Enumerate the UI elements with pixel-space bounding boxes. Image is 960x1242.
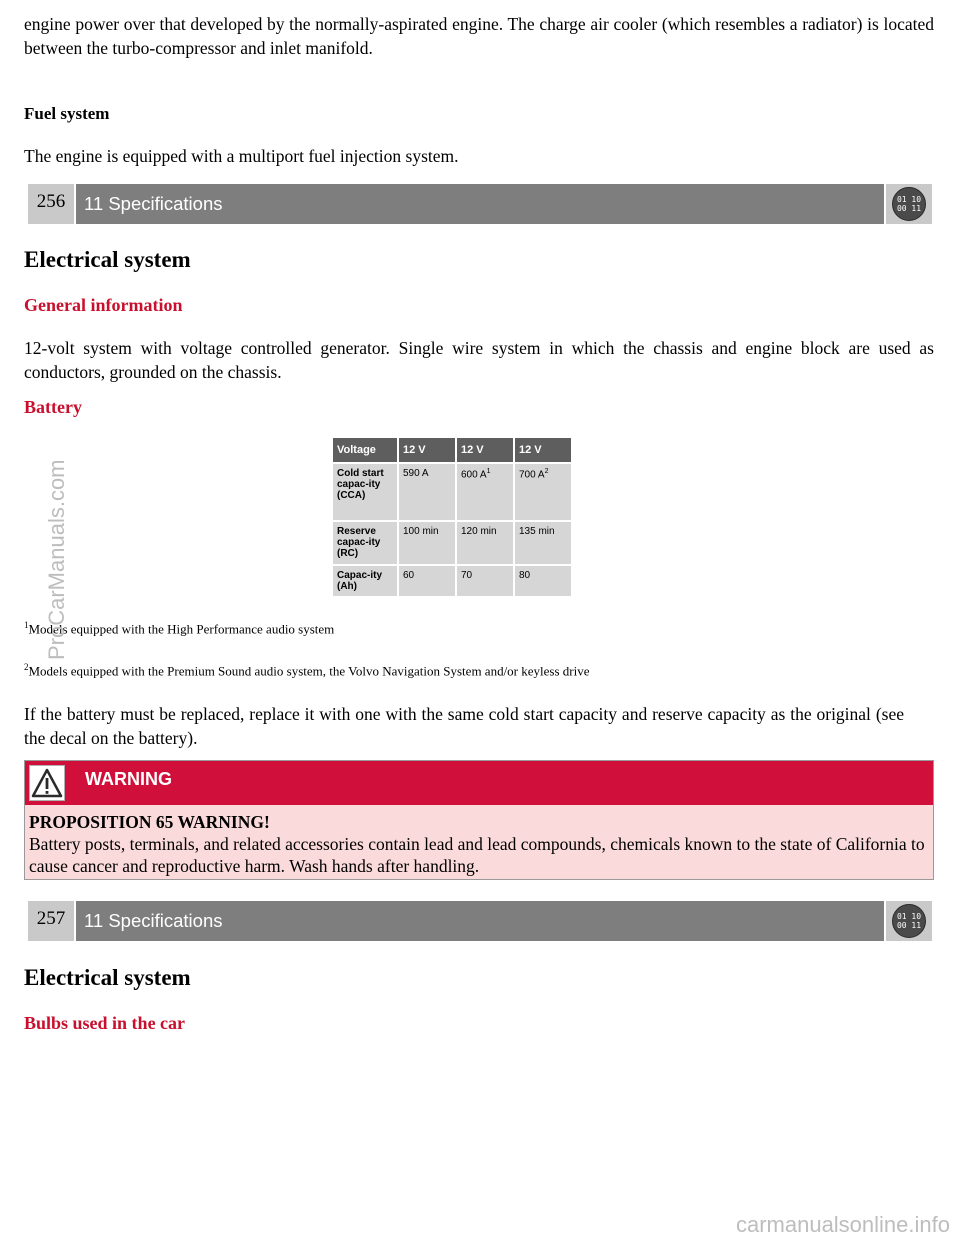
warning-box bbox=[24, 760, 934, 880]
spec-bar-256 bbox=[24, 184, 934, 224]
warning-heading: PROPOSITION 65 WARNING! bbox=[29, 812, 270, 832]
table-row bbox=[333, 462, 571, 520]
table-cell: 70 bbox=[457, 564, 513, 596]
table-cell: 135 min bbox=[515, 520, 571, 564]
watermark-bottom: carmanualsonline.info bbox=[735, 1212, 950, 1237]
table-header-cell: Voltage bbox=[333, 438, 397, 462]
chapter-title: 11 Specifications bbox=[76, 901, 884, 941]
warning-triangle-icon bbox=[29, 765, 65, 801]
section-title-electrical-2: Electrical system bbox=[24, 965, 191, 990]
row-label: Reserve capac-ity (RC) bbox=[333, 520, 397, 564]
watermark-left: ProCarManuals.com bbox=[44, 459, 69, 660]
battery-replace-text: If the battery must be replaced, replace it with one with the same cold start capacity and reserve capacity as the original (see the decal on the battery). bbox=[24, 704, 904, 748]
battery-spec-table bbox=[331, 438, 573, 596]
table-cell: 120 min bbox=[457, 520, 513, 564]
table-cell: 60 bbox=[399, 564, 455, 596]
table-header-cell: 12 V bbox=[399, 438, 455, 462]
footnote-2: $^2$Models equipped with the Premium Sound audio system, the Volvo Navigation System and/or keyless drive bbox=[24, 662, 590, 679]
page-number: 256 bbox=[28, 184, 74, 224]
chapter-logo bbox=[886, 184, 932, 224]
intro-paragraph: engine power over that developed by the normally-aspirated engine. The charge air cooler (which resembles a radiator) is located between the turbo-compressor and inlet manifold. bbox=[24, 14, 934, 58]
row-label: Cold start capac-ity (CCA) bbox=[333, 462, 397, 520]
fuel-system-text: The engine is equipped with a multiport fuel injection system. bbox=[24, 146, 459, 166]
table-row bbox=[333, 564, 571, 596]
chapter-title: 11 Specifications bbox=[76, 184, 884, 224]
table-cell: 700 $A^2$ bbox=[515, 462, 571, 520]
table-header-cell: 12 V bbox=[515, 438, 571, 462]
binary-disc-icon: 01 10 00 11 bbox=[892, 187, 926, 221]
general-information-text: 12-volt system with voltage controlled generator. Single wire system in which the chassis and engine block are used as conductors, grounded on the chassis. bbox=[24, 338, 934, 382]
warning-text: Battery posts, terminals, and related accessories contain lead and lead compounds, chemicals known to the state of California to cause cancer and reproductive harm. Wash hands after handling. bbox=[29, 834, 925, 876]
binary-disc-icon: 01 10 00 11 bbox=[892, 904, 926, 938]
bulbs-heading: Bulbs used in the car bbox=[24, 1013, 186, 1033]
section-title-electrical: Electrical system bbox=[24, 247, 191, 272]
general-information-heading: General information bbox=[24, 295, 183, 315]
chapter-logo bbox=[886, 901, 932, 941]
spec-bar-257 bbox=[24, 901, 934, 941]
table-cell: 590 A bbox=[399, 462, 455, 520]
table-row bbox=[333, 520, 571, 564]
table-header-row bbox=[333, 438, 571, 462]
table-cell: 600 $A^1$ bbox=[457, 462, 513, 520]
row-label: Capac-ity (Ah) bbox=[333, 564, 397, 596]
footnote-1: $^1$Models equipped with the High Performance audio system bbox=[24, 620, 335, 637]
fuel-system-heading: Fuel system bbox=[24, 104, 110, 123]
warning-header bbox=[25, 761, 933, 805]
table-cell: 100 min bbox=[399, 520, 455, 564]
table-header-cell: 12 V bbox=[457, 438, 513, 462]
page-number: 257 bbox=[28, 901, 74, 941]
warning-title: WARNING bbox=[85, 769, 172, 789]
battery-heading: Battery bbox=[24, 397, 82, 417]
warning-body bbox=[29, 811, 925, 877]
table-cell: 80 bbox=[515, 564, 571, 596]
